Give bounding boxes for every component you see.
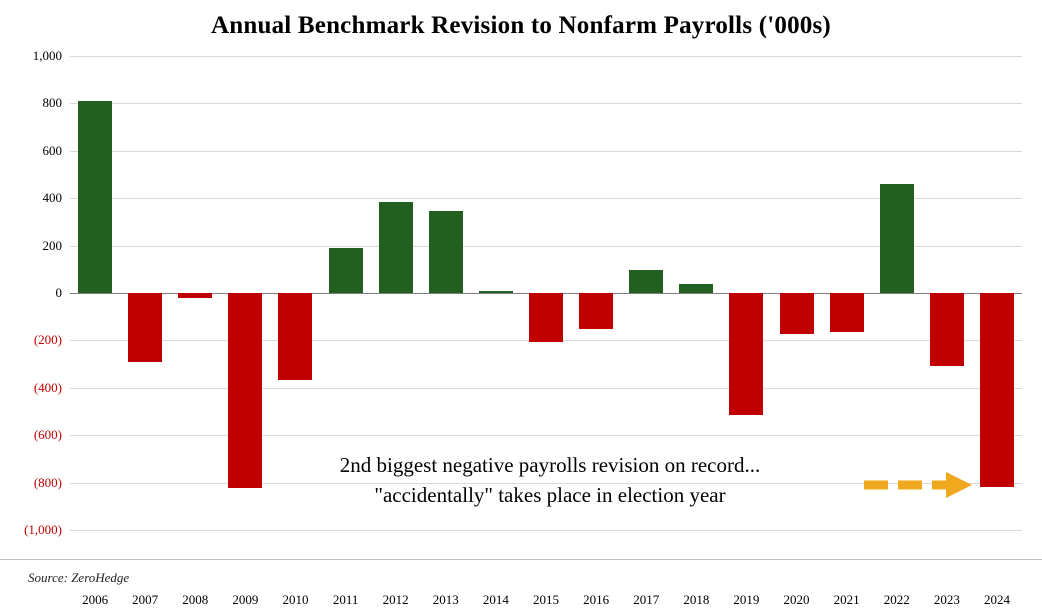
x-axis-tick-label: 2024 [983,592,1010,607]
bar [278,293,312,380]
bar [830,293,864,332]
x-axis-tick-label: 2014 [482,592,509,607]
x-axis-tick-label: 2016 [583,592,610,607]
bar [128,293,162,362]
x-axis-tick-label: 2022 [883,592,910,607]
bar [780,293,814,334]
bar [579,293,613,329]
x-axis-tick-label: 2006 [82,592,109,607]
bar [78,101,112,293]
x-axis-tick-label: 2009 [232,592,259,607]
x-axis-tick-label: 2018 [683,592,710,607]
bar [379,202,413,293]
gridline [70,103,1022,104]
x-axis-tick-label: 2008 [182,592,209,607]
x-axis-tick-label: 2011 [332,592,359,607]
x-axis-tick-label: 2019 [733,592,760,607]
y-axis-tick-label: (600) [33,427,62,443]
y-axis-tick-label: 400 [42,190,62,206]
x-axis-tick-label: 2007 [132,592,159,607]
x-axis-tick-label: 2017 [633,592,660,607]
y-axis-tick-label: 200 [42,237,62,253]
x-axis-tick-label: 2021 [833,592,860,607]
gridline [70,530,1022,531]
x-axis-tick-label: 2015 [533,592,559,607]
annotation-line-2: "accidentally" takes place in election year [374,483,726,507]
y-axis-tick-label: 600 [42,142,62,158]
y-axis-tick-label: (1,000) [24,522,62,537]
annotation-line-1: 2nd biggest negative payrolls revision on record... [339,453,761,477]
bar [729,293,763,415]
y-axis-tick-label: (800) [33,474,62,490]
chart-title: Annual Benchmark Revision to Nonfarm Payrolls ('000s) [211,12,831,39]
y-axis-tick-label: (400) [33,379,62,395]
x-axis-tick-label: 2023 [933,592,960,607]
gridline [70,56,1022,57]
x-axis-tick-label: 2010 [282,592,309,607]
bar [329,248,363,293]
y-axis-tick-label: (200) [33,332,62,348]
chart-annotation [250,450,850,510]
y-axis-tick-label: 800 [42,95,62,111]
bar [479,291,513,293]
x-axis-tick-label: 2020 [783,592,810,607]
gridline [70,435,1022,436]
bar [679,284,713,293]
bar [980,293,1014,487]
x-axis-tick-label: 2013 [432,592,459,607]
arrow-icon [862,470,974,500]
bar [529,293,563,342]
y-axis-tick-label: 0 [55,285,62,300]
source-label: Source: ZeroHedge [28,570,130,585]
bar [880,184,914,293]
bar [629,270,663,293]
bar [930,293,964,366]
gridline [70,388,1022,389]
bar [178,293,212,298]
gridline [70,151,1022,152]
bar [429,211,463,293]
footer-divider [0,559,1042,560]
y-axis-tick-label: 1,000 [32,48,62,63]
x-axis-tick-label: 2012 [382,592,409,607]
